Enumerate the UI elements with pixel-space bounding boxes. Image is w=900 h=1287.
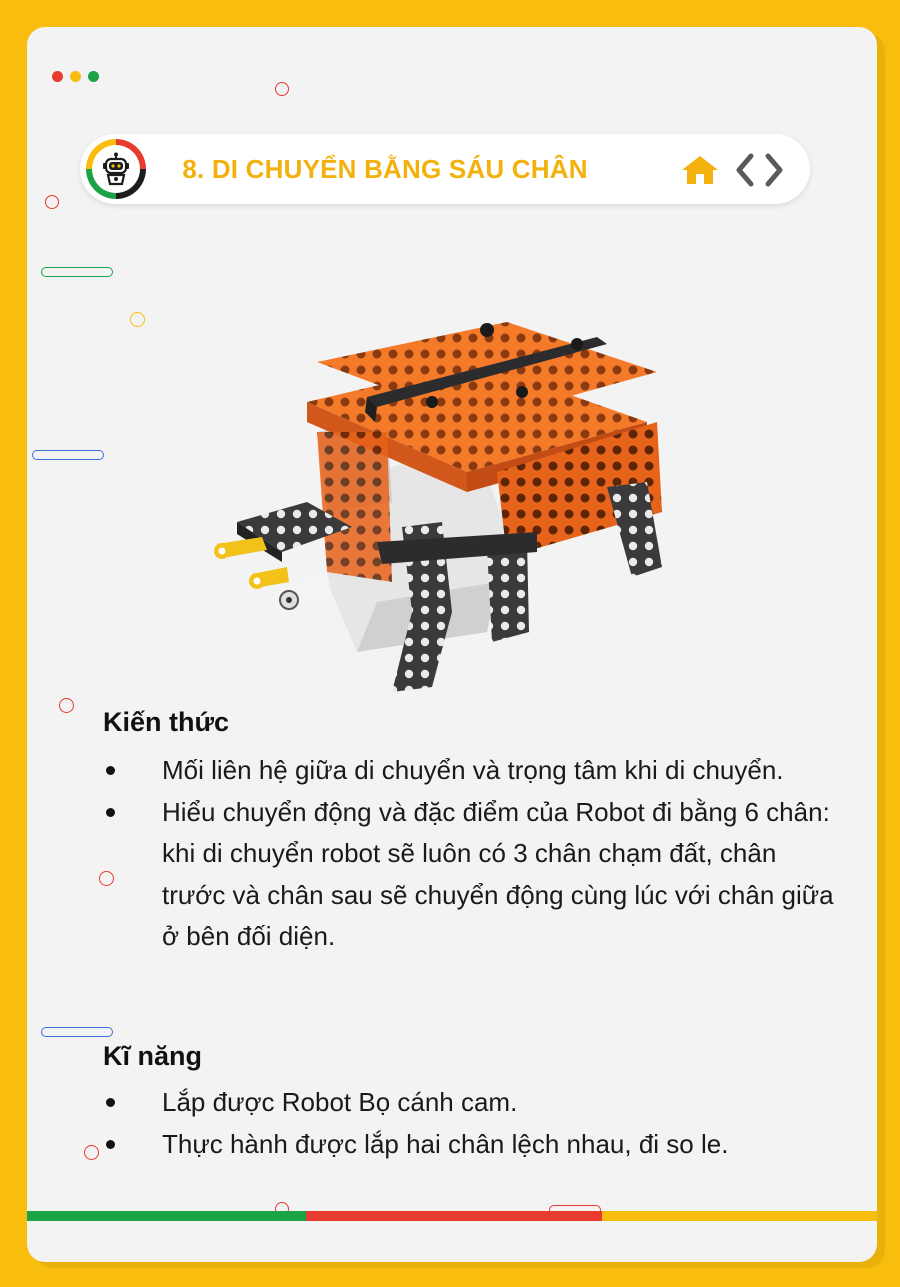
red-dot — [52, 71, 63, 82]
home-icon — [680, 154, 720, 186]
brand-logo — [86, 139, 146, 199]
skills-list — [103, 1082, 843, 1165]
footer-color-bar — [27, 1211, 877, 1221]
footer-red-segment — [306, 1211, 602, 1221]
decorative-circle — [59, 698, 74, 713]
page-card — [27, 27, 877, 1262]
chevron-right-icon — [763, 152, 785, 188]
list-item: Thực hành được lắp hai chân lệch nhau, đi so le. — [103, 1124, 843, 1166]
lesson-header — [80, 134, 810, 204]
page-title: 8. DI CHUYỂN BẰNG SÁU CHÂN — [182, 154, 588, 184]
decorative-pill — [41, 267, 113, 277]
decorative-circle — [45, 195, 59, 209]
robot-beetle-image — [177, 282, 677, 702]
green-dot — [88, 71, 99, 82]
knowledge-heading: Kiến thức — [103, 707, 230, 737]
decorative-circle — [84, 1145, 99, 1160]
skills-heading: Kĩ năng — [103, 1041, 202, 1071]
next-page-button[interactable] — [763, 152, 785, 188]
chevron-left-icon — [734, 152, 756, 188]
home-button[interactable] — [680, 154, 720, 186]
previous-page-button[interactable] — [734, 152, 756, 188]
robot-icon — [99, 152, 133, 186]
decorative-circle — [130, 312, 145, 327]
footer-yellow-segment — [602, 1211, 877, 1221]
decorative-circle — [275, 82, 289, 96]
list-item: Mối liên hệ giữa di chuyển và trọng tâm khi di chuyển. — [103, 750, 843, 792]
footer-green-segment — [27, 1211, 306, 1221]
list-item: Lắp được Robot Bọ cánh cam. — [103, 1082, 843, 1124]
decorative-pill — [41, 1027, 113, 1037]
yellow-dot — [70, 71, 81, 82]
decorative-pill — [32, 450, 104, 460]
knowledge-list — [103, 750, 843, 958]
window-dots — [52, 71, 99, 82]
list-item: Hiểu chuyển động và đặc điểm của Robot đi bằng 6 chân: khi di chuyển robot sẽ luôn có 3 chân chạm đất, chân trước và chân sau sẽ chuyển động cùng lúc với chân giữa ở bên đối diện. — [103, 792, 843, 958]
